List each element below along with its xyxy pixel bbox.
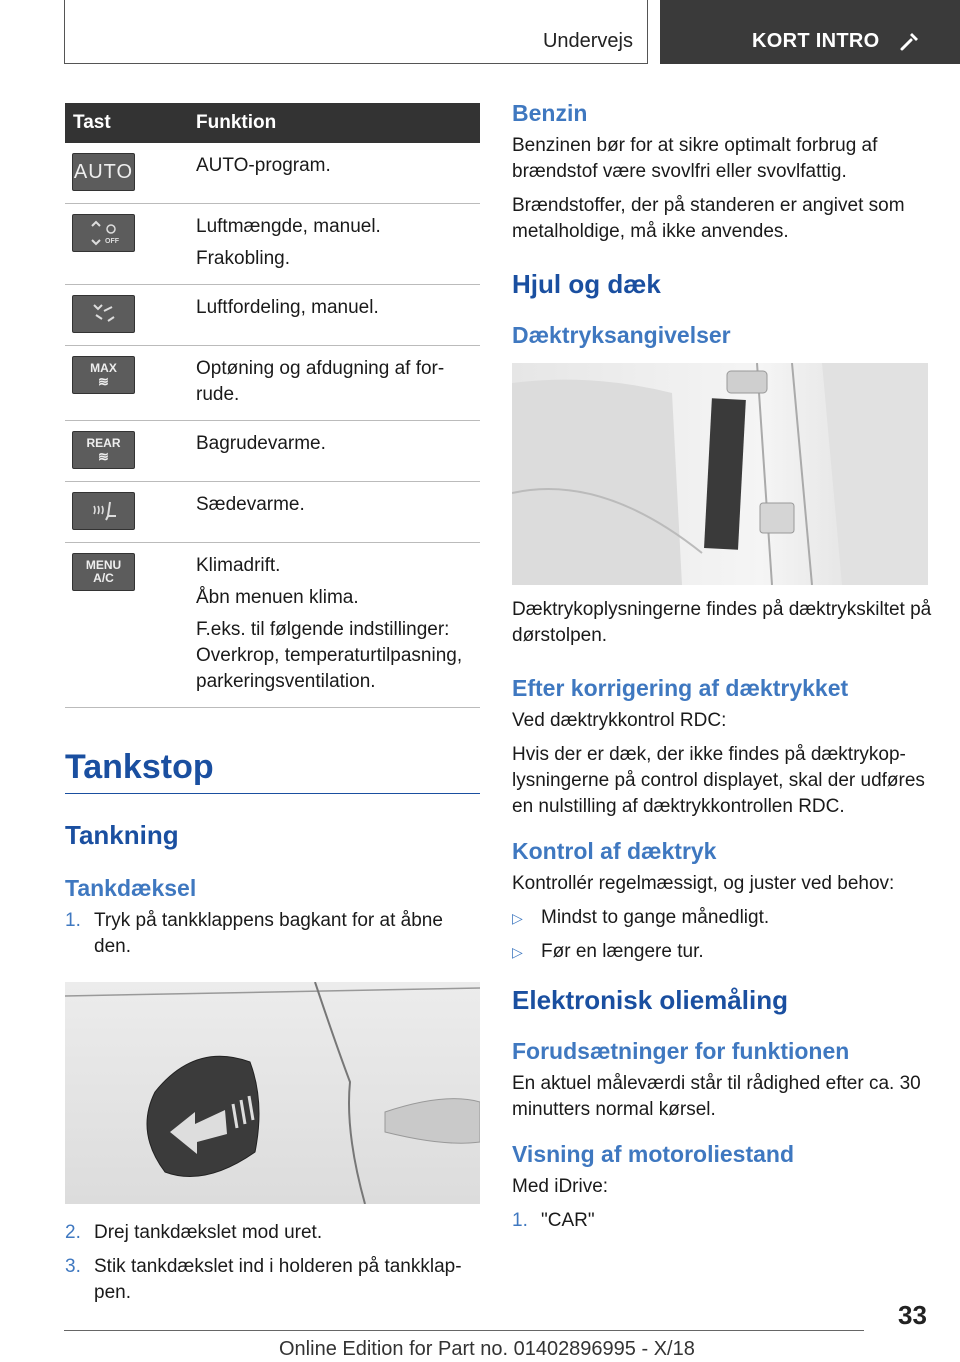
table-row xyxy=(65,543,480,708)
air-distribution-key-icon xyxy=(72,295,135,333)
list-item: ▷ Før en længere tur. xyxy=(512,939,932,965)
topic-title: Tankdæksel xyxy=(65,875,197,901)
list-item: ▷ Mindst to gange månedligt. xyxy=(512,905,932,931)
paragraph: Med iDrive: xyxy=(512,1176,609,1197)
climate-keys-table xyxy=(65,103,480,708)
subsection-title: Tankning xyxy=(65,820,179,850)
list-item: 3. Stik tankdækslet ind i holderen på tankklap-pen. xyxy=(65,1256,462,1303)
seat-heating-key-icon xyxy=(72,492,135,530)
list-item: 1. Tryk på tankklappens bagkant for at åbne den. xyxy=(65,910,443,957)
wrench-icon xyxy=(898,29,922,53)
left-column xyxy=(65,103,480,1314)
steps-list xyxy=(65,908,480,960)
topic-title: Efter korrigering af dæktrykket xyxy=(512,675,849,701)
door-pillar-image xyxy=(512,363,928,585)
paragraph: Hvis der er dæk, der ikke findes på dæktrykop-lysningerne på control displayet, skal der udføres en nulstilling af dæktrykkontrollen RDC. xyxy=(512,744,925,817)
table-row xyxy=(65,346,480,421)
footer-divider xyxy=(64,1330,864,1331)
subsection-title: Elektronisk oliemåling xyxy=(512,985,788,1015)
page-number: 33 xyxy=(898,1300,927,1330)
triangle-bullet-icon: ▷ xyxy=(512,944,523,960)
svg-text:OFF: OFF xyxy=(104,238,119,245)
table-row xyxy=(65,421,480,482)
function-text: Luftfordeling, manuel. xyxy=(196,297,379,318)
paragraph: Ved dæktrykkontrol RDC: xyxy=(512,710,727,731)
function-text: F.eks. til følgende indstillinger: Overkrop, temperaturtilpasning, parkeringsventilation. xyxy=(196,619,463,692)
table-row xyxy=(65,482,480,543)
rear-defrost-key-icon: REAR ≋ xyxy=(72,431,135,469)
menu-ac-key-icon: MENU A/C xyxy=(72,553,135,591)
topic-title: Kontrol af dæktryk xyxy=(512,838,717,864)
function-text: Klimadrift. xyxy=(196,555,281,576)
topic-title: Dæktryksangivelser xyxy=(512,322,731,348)
table-row xyxy=(65,143,480,204)
header-chapter: KORT INTRO xyxy=(752,30,880,52)
topic-title: Benzin xyxy=(512,100,588,126)
topic-title: Forudsætninger for funktionen xyxy=(512,1038,850,1064)
col-function-header: Funktion xyxy=(196,103,480,143)
function-text: AUTO-program. xyxy=(196,155,331,176)
subsection-title: Hjul og dæk xyxy=(512,269,661,299)
auto-key-icon: AUTO xyxy=(72,153,135,191)
function-text: Bagrudevarme. xyxy=(196,433,326,454)
table-row xyxy=(65,204,480,285)
steps-list xyxy=(512,1208,932,1234)
bullet-list xyxy=(512,905,932,965)
table-row xyxy=(65,285,480,346)
function-text: Luftmængde, manuel. xyxy=(196,216,381,237)
fan-off-key-icon xyxy=(72,214,135,252)
max-defrost-key-icon: MAX ≋ xyxy=(72,356,135,394)
header-chapter-box xyxy=(660,0,960,64)
paragraph: Kontrollér regelmæssigt, og juster ved behov: xyxy=(512,873,895,894)
steps-list xyxy=(65,1220,480,1306)
function-text: Åbn menuen klima. xyxy=(196,587,359,608)
function-text: Frakobling. xyxy=(196,248,290,269)
header-section-box xyxy=(64,0,648,64)
list-item: 1. "CAR" xyxy=(512,1210,595,1231)
paragraph: Benzinen bør for at sikre optimalt forbrug af brændstof være svovlfri eller svovlfattig. xyxy=(512,135,878,182)
col-key-header: Tast xyxy=(65,103,196,143)
triangle-bullet-icon: ▷ xyxy=(512,910,523,926)
function-text: Optøning og afdugning af for-rude. xyxy=(196,358,445,405)
section-title: Tankstop xyxy=(65,748,480,794)
footer-edition: Online Edition for Part no. 01402896995 - X/18 xyxy=(279,1338,695,1360)
header-section: Undervejs xyxy=(542,30,633,52)
topic-title: Visning af motoroliestand xyxy=(512,1141,794,1167)
list-item: 2. Drej tankdækslet mod uret. xyxy=(65,1222,323,1243)
paragraph: Dæktrykoplysningerne findes på dæktrykskiltet på dørstolpen. xyxy=(512,599,932,646)
paragraph: Brændstoffer, der på standeren er angivet som metalholdige, må ikke anvendes. xyxy=(512,195,905,242)
fuel-flap-image xyxy=(65,982,480,1204)
function-text: Sædevarme. xyxy=(196,494,305,515)
right-column xyxy=(512,100,932,1242)
paragraph: En aktuel måleværdi står til rådighed efter ca. 30 minutters normal kørsel. xyxy=(512,1073,921,1120)
